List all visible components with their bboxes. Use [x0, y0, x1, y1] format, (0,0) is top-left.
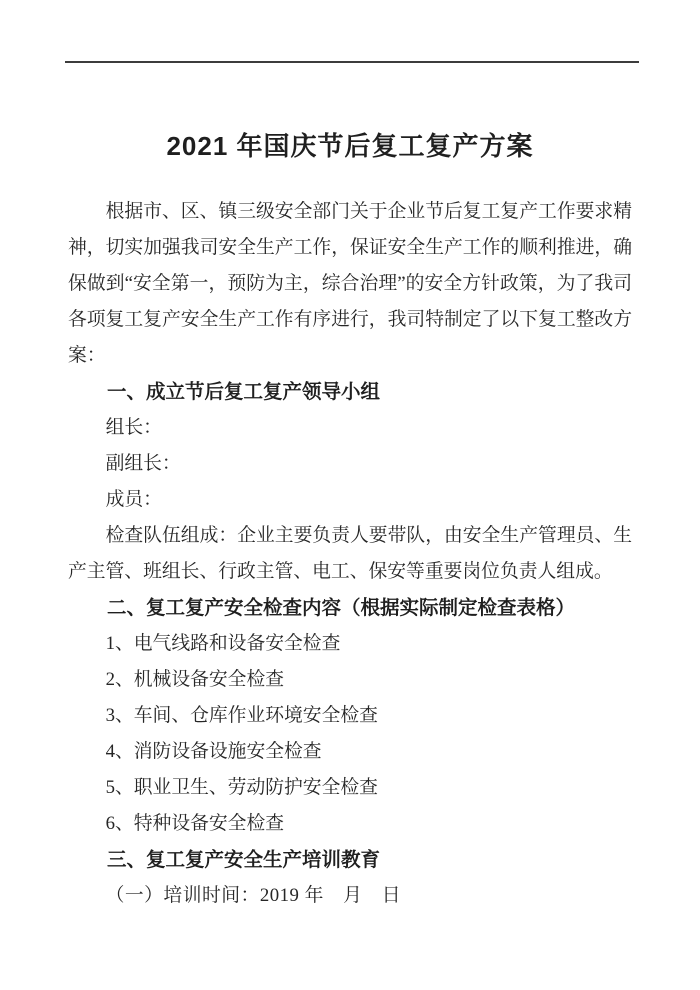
section3-heading: 三、复工复产安全生产培训教育 — [107, 849, 381, 871]
section1-heading: 一、成立节后复工复产领导小组 — [107, 381, 381, 403]
header-rule — [65, 0, 639, 63]
check-item-3: 3、车间、仓库作业环境安全检查 — [105, 705, 378, 726]
training-time-line: （一）培训时间：2019 年 月 日 — [105, 885, 402, 906]
intro-paragraph: 根据市、区、镇三级安全部门关于企业节后复工复产工作要求精神，切实加强我司安全生产工作，保证安全生产工作的顺利推进，确保做到“安全第一，预防为主，综合治理”的安全方针政策，为了我司各项复工复产安全生产工作有序进行，我司特制定了以下复工整改方案： — [68, 201, 632, 366]
role-line-deputy-leader: 副组长： — [105, 453, 181, 474]
check-item-6: 6、特种设备安全检查 — [105, 813, 285, 834]
document-body — [0, 194, 700, 914]
team-composition-paragraph: 检查队伍组成：企业主要负责人要带队，由安全生产管理员、生产主管、班组长、行政主管、电工、保安等重要岗位负责人组成。 — [68, 525, 632, 582]
section2-heading: 二、复工复产安全检查内容（根据实际制定检查表格） — [107, 597, 576, 619]
document-title: 2021 年国庆节后复工复产方案 — [166, 131, 534, 161]
check-item-2: 2、机械设备安全检查 — [105, 669, 285, 690]
role-line-members: 成员： — [105, 489, 162, 510]
role-line-leader: 组长： — [105, 417, 162, 438]
check-item-5: 5、职业卫生、劳动防护安全检查 — [105, 777, 378, 798]
check-item-1: 1、电气线路和设备安全检查 — [105, 633, 341, 654]
check-item-4: 4、消防设备设施安全检查 — [105, 741, 322, 762]
